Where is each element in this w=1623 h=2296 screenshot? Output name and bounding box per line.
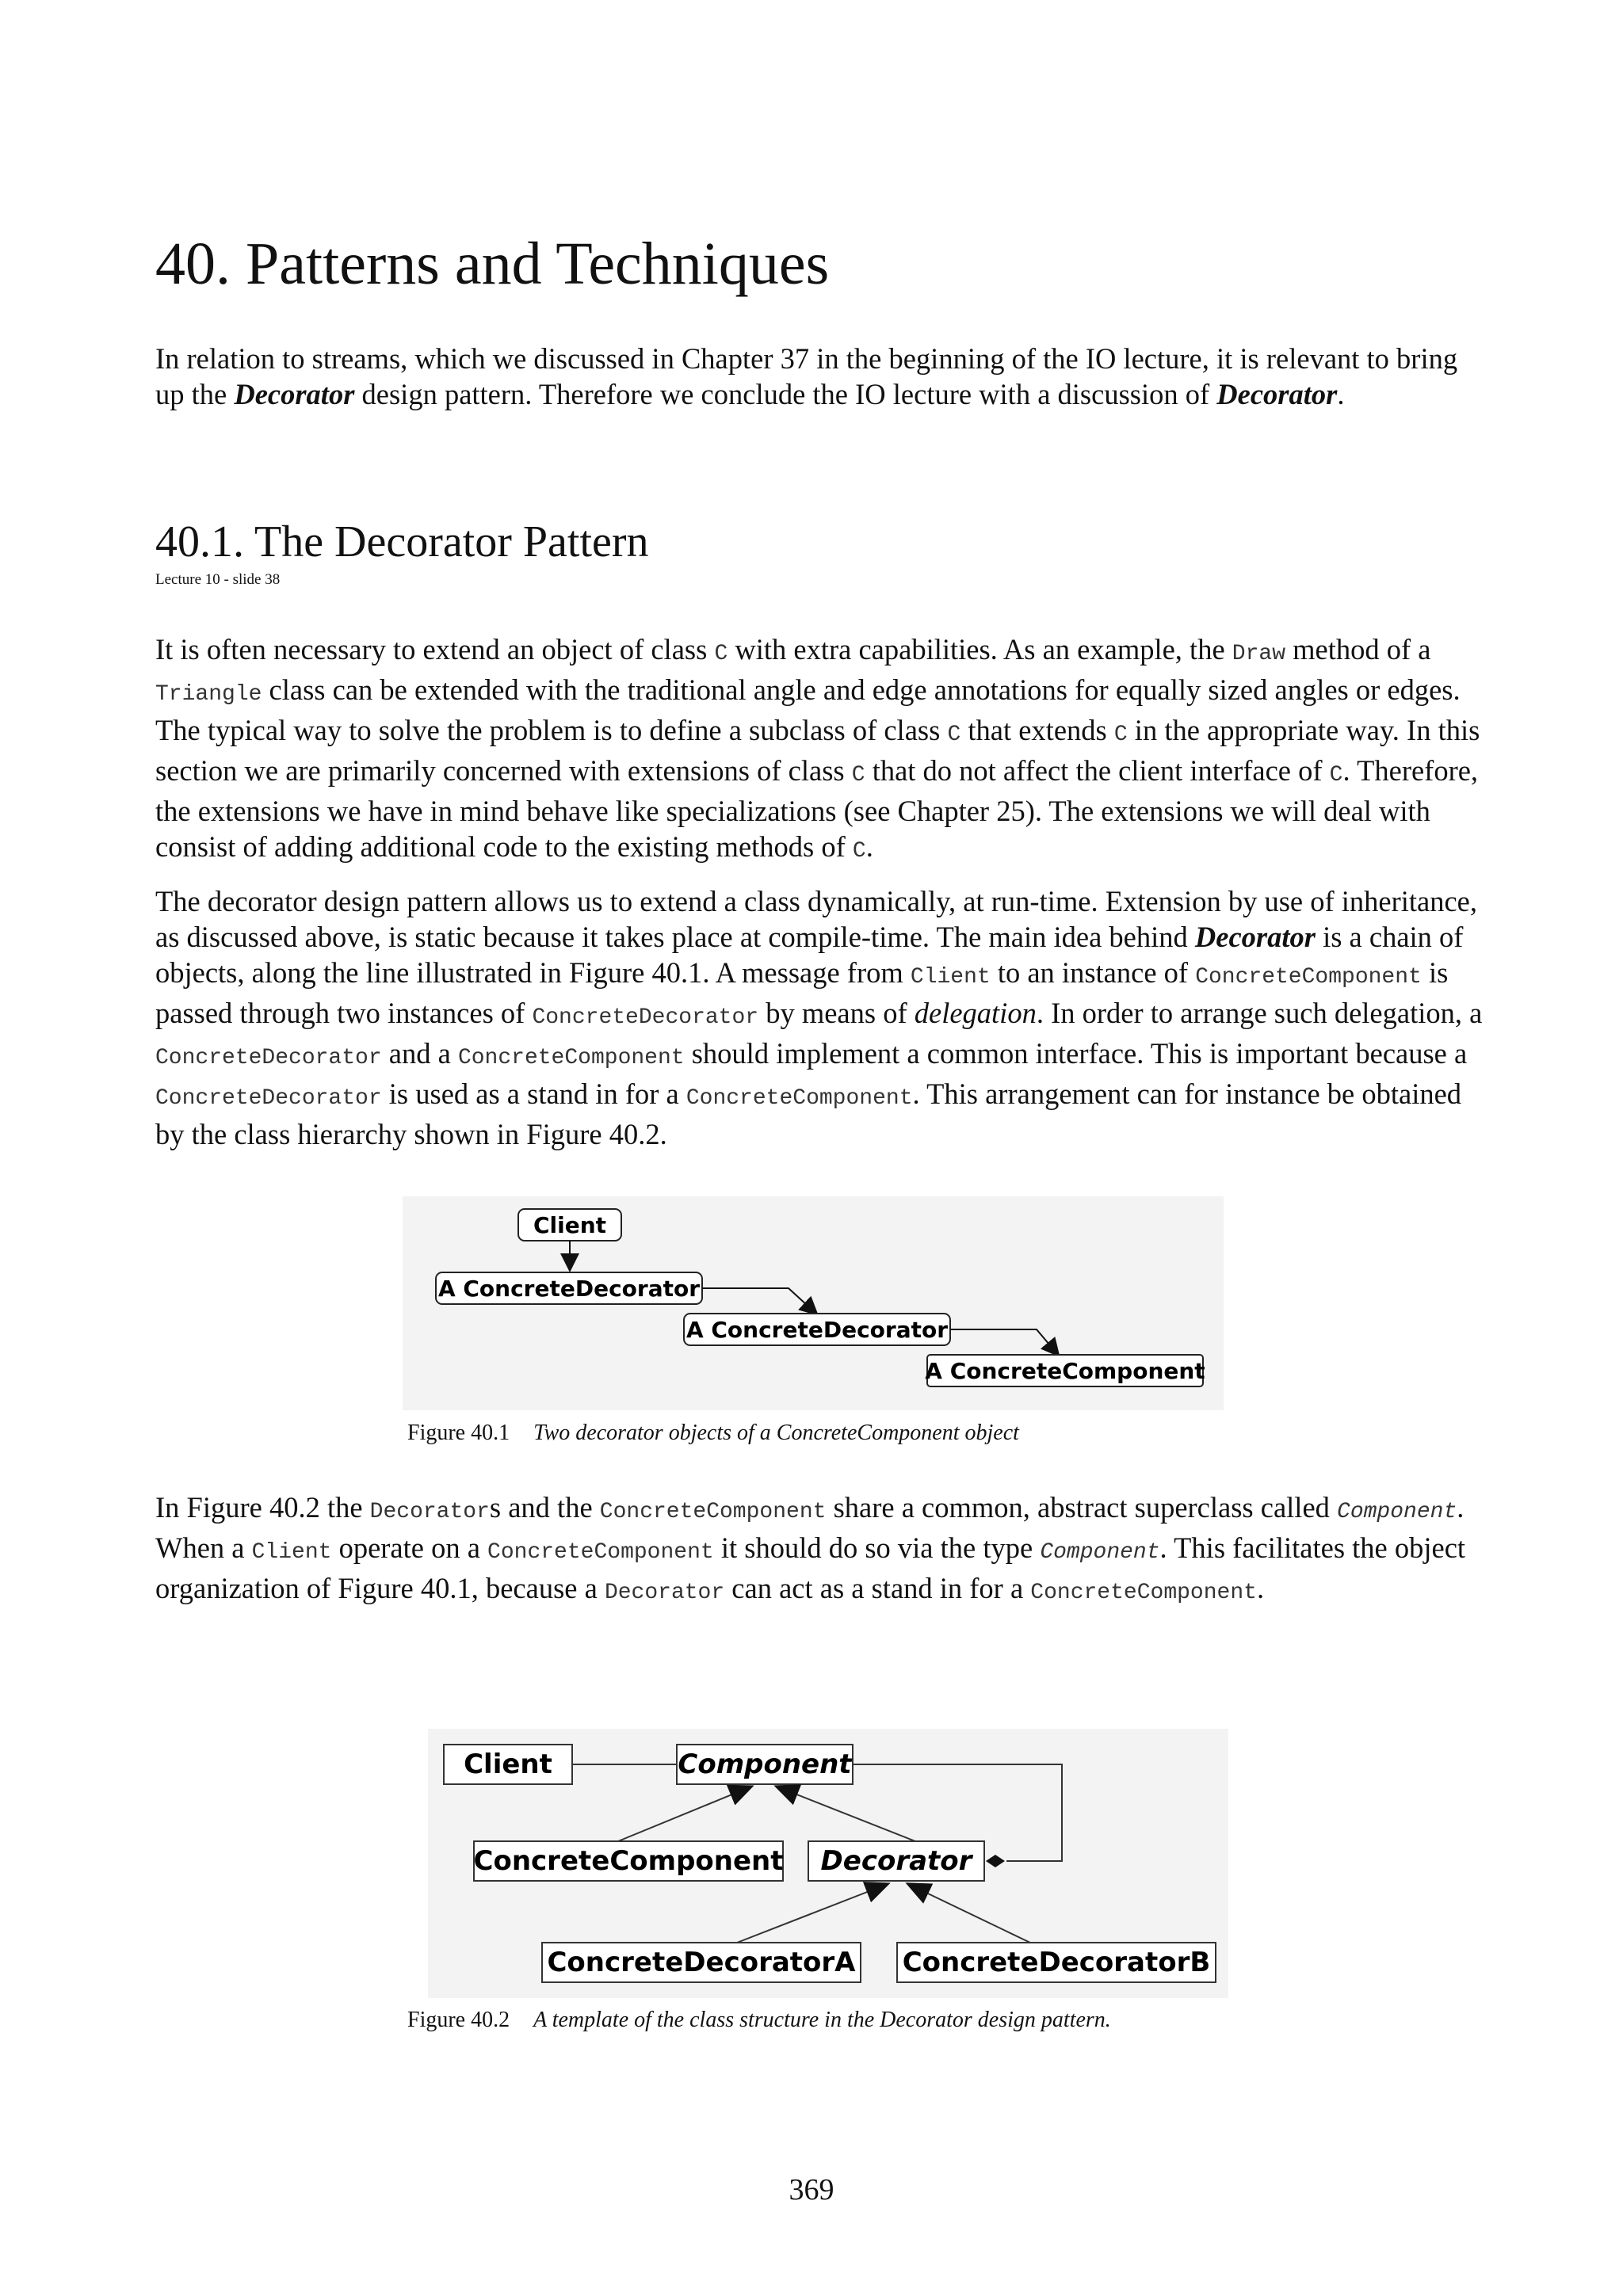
paragraph-decorator-idea: The decorator design pattern allows us to extend a class dynamically, at run-time. Extension by use of inheritance, as discussed above, is static because it takes place at compile-time. The main idea behind Decorator is a chain of objects, along the line illustrated in Figure 40.1. A message from Client to an instance of ConcreteComponent is passed through two instances of ConcreteDecorator by means of delegation. In order to arrange such delegation, a ConcreteDecorator and a ConcreteComponent should implement a common interface. This is important because a ConcreteDecorator is used as a stand in for a ConcreteComponent. This arrangement can for instance be obtained by the class hierarchy shown in Figure 40.2. — [155, 885, 1483, 1150]
figure-object-chain-diagram — [403, 1196, 1224, 1410]
object-decorator-1-label: A ConcreteDecorator — [437, 1276, 701, 1302]
chapter-title: 40. Patterns and Techniques — [155, 231, 830, 297]
intro-paragraph: In relation to streams, which we discussed in Chapter 37 in the beginning of the IO lecture, it is relevant to bring up the Decorator design pattern. Therefore we conclude the IO lecture with a discussion of Decorator. — [155, 342, 1458, 410]
figure-40-2-caption — [407, 2008, 1111, 2033]
lecture-slide-reference: Lecture 10 - slide 38 — [155, 571, 281, 588]
class-concretedecoratorb-label: ConcreteDecoratorB — [902, 1947, 1211, 1978]
figure-class-structure-diagram — [428, 1729, 1228, 1998]
object-component-label: A ConcreteComponent — [925, 1358, 1205, 1384]
figure-40-2-number: Figure 40.2 — [407, 2008, 510, 2032]
aggregation-diamond — [986, 1855, 1005, 1867]
inheritance-decoratorb-decorator — [908, 1884, 1030, 1943]
class-concretedecoratora-label: ConcreteDecoratorA — [547, 1947, 856, 1978]
class-client-label: Client — [464, 1749, 552, 1780]
arrow-decorator-2-to-component — [950, 1329, 1058, 1355]
figure-40-1-number: Figure 40.1 — [407, 1421, 510, 1445]
figure-class-structure — [428, 1729, 1228, 1998]
class-concretecomponent-label: ConcreteComponent — [473, 1845, 784, 1877]
page-number: 369 — [789, 2173, 834, 2206]
object-client-label: Client — [533, 1212, 607, 1238]
figure-40-2-description: A template of the class structure in the Decorator design pattern. — [533, 2008, 1111, 2032]
paragraph-class-structure: In Figure 40.2 the Decorators and the ConcreteComponent share a common, abstract superclass called Component. When a Client operate on a ConcreteComponent it should do so via the type Component. This facilitates the object organization of Figure 40.1, because a Decorator can act as a stand in for a ConcreteComponent. — [155, 1491, 1466, 1605]
inheritance-decorator-component — [777, 1787, 915, 1841]
inheritance-decoratora-decorator — [737, 1884, 888, 1943]
class-component-label: Component — [678, 1749, 852, 1780]
arrow-decorator-1-to-decorator-2 — [702, 1288, 816, 1314]
figure-40-1-description: Two decorator objects of a ConcreteComponent object — [533, 1421, 1019, 1445]
class-decorator-label: Decorator — [820, 1845, 972, 1877]
inheritance-concretecomponent-component — [618, 1787, 751, 1841]
figure-40-1-caption — [407, 1421, 1019, 1446]
object-decorator-2-label: A ConcreteDecorator — [685, 1317, 949, 1343]
section-title: 40.1. The Decorator Pattern — [155, 517, 649, 566]
figure-object-chain — [403, 1196, 1224, 1410]
paragraph-extension: It is often necessary to extend an object of class C with extra capabilities. As an example, the Draw method of a Triangle class can be extended with the traditional angle and edge annotations for equally sized angles or edges. The typical way to solve the problem is to define a subclass of class C that extends C in the appropriate way. In this section we are primarily concerned with extensions of class C that do not affect the client interface of C. Therefore, the extensions we have in mind behave like specializations (see Chapter 25). The extensions we will deal with consist of adding additional code to the existing methods of C. — [155, 633, 1480, 864]
